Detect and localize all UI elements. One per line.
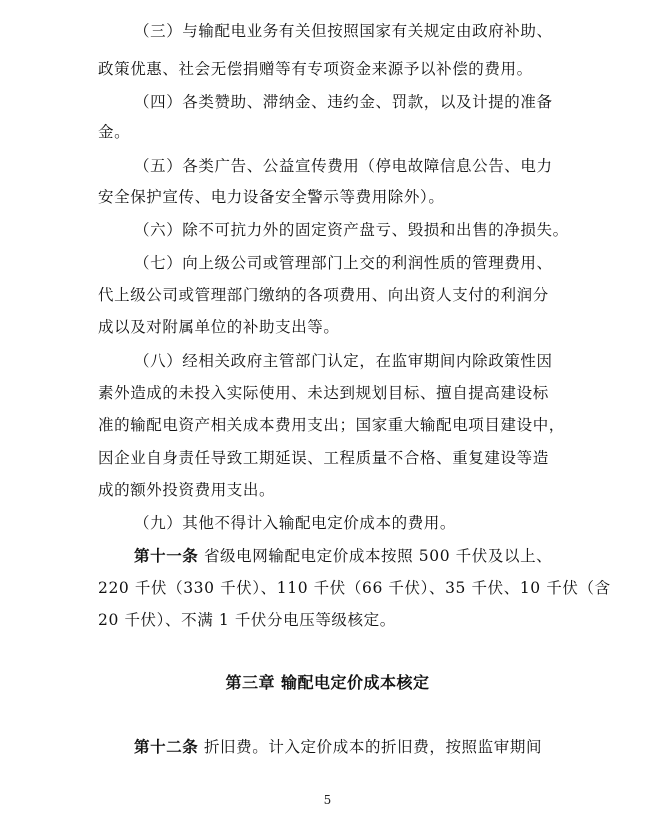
paragraph-8-line-2: 素外造成的未投入实际使用、未达到规划目标、擅自提高建设标 [98, 384, 549, 402]
paragraph-8-line-1: （八）经相关政府主管部门认定，在监审期间内除政策性因 [134, 352, 553, 370]
article-11-line-2: 220 千伏（330 千伏）、110 千伏（66 千伏）、35 千伏、10 千伏（含 [98, 579, 611, 597]
paragraph-3-line-1: （三）与输配电业务有关但按照国家有关规定由政府补助、 [134, 22, 553, 40]
paragraph-5-line-2: 安全保护宣传、电力设备安全警示等费用除外）。 [98, 188, 445, 206]
paragraph-4-line-2: 金。 [98, 123, 131, 141]
paragraph-6-line-1: （六）除不可抗力外的固定资产盘亏、毁损和出售的净损失。 [134, 221, 569, 239]
article-12-line-1-text: 折旧费。计入定价成本的折旧费，按照监审期间 [203, 738, 543, 756]
paragraph-9-line-1: （九）其他不得计入输配电定价成本的费用。 [134, 514, 457, 532]
chapter-3-heading: 第三章 输配电定价成本核定 [225, 673, 430, 692]
article-12-label: 第十二条 [134, 737, 199, 756]
paragraph-3-line-2: 政策优惠、社会无偿捐赠等有专项资金来源予以补偿的费用。 [98, 60, 533, 78]
page-number: 5 [323, 793, 332, 807]
article-11-line-3: 20 千伏）、不满 1 千伏分电压等级核定。 [98, 611, 396, 629]
paragraph-4-line-1: （四）各类赞助、滞纳金、违约金、罚款，以及计提的准备 [134, 93, 553, 111]
article-11-line-1 [134, 545, 564, 567]
paragraph-8-line-3: 准的输配电资产相关成本费用支出；国家重大输配电项目建设中， [98, 416, 565, 434]
paragraph-7-line-1: （七）向上级公司或管理部门上交的利润性质的管理费用、 [134, 254, 553, 272]
paragraph-8-line-5: 成的额外投资费用支出。 [98, 481, 276, 499]
article-11-label: 第十一条 [134, 546, 199, 565]
paragraph-5-line-1: （五）各类广告、公益宣传费用（停电故障信息公告、电力 [134, 157, 553, 175]
paragraph-7-line-2: 代上级公司或管理部门缴纳的各项费用、向出资人支付的利润分 [98, 286, 549, 304]
paragraph-8-line-4: 因企业自身责任导致工期延误、工程质量不合格、重复建设等造 [98, 449, 549, 467]
article-12-line-1 [134, 736, 564, 758]
paragraph-7-line-3: 成以及对附属单位的补助支出等。 [98, 318, 340, 336]
article-11-line-1-text: 省级电网输配电定价成本按照 500 千伏及以上、 [203, 547, 553, 565]
